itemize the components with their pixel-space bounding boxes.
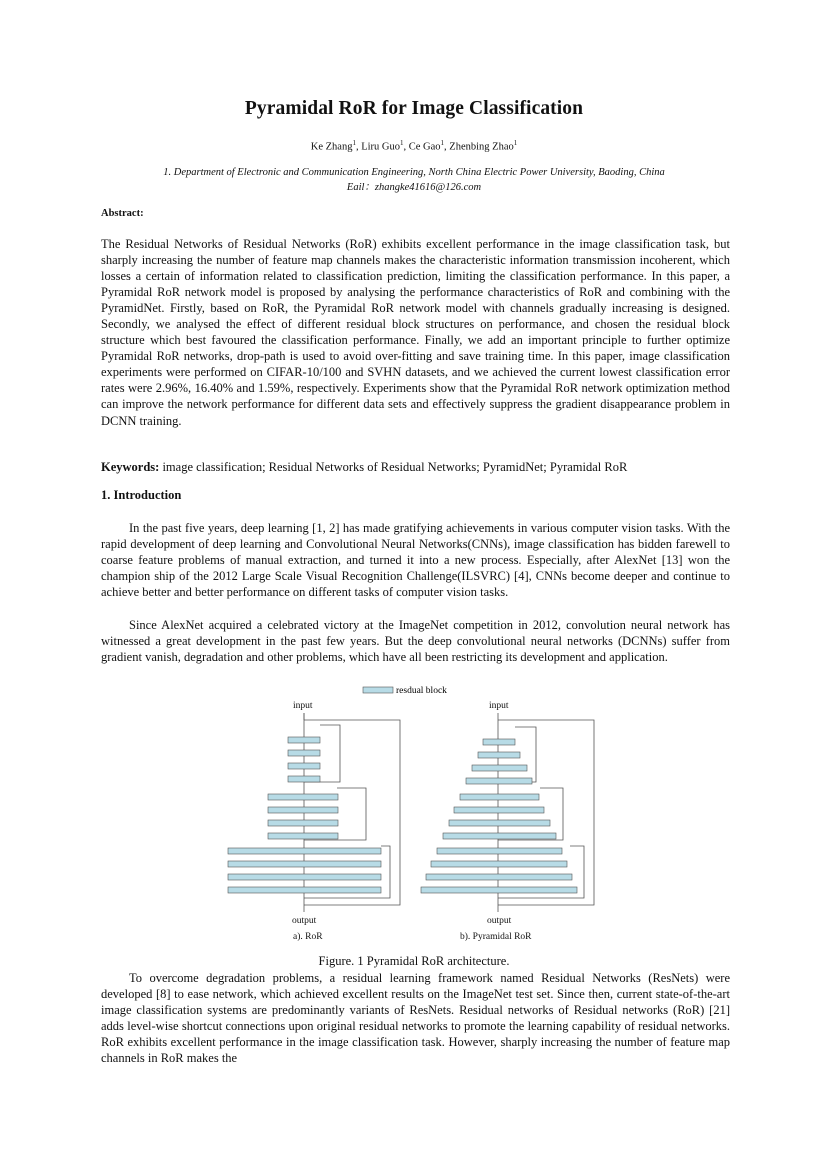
residual-block xyxy=(449,820,550,826)
pyramidal-input-label: input xyxy=(489,701,509,711)
pyramidal-output-label: output xyxy=(487,916,512,926)
pyramidal-ror-diagram xyxy=(489,701,594,912)
pyramidal-caption: b). Pyramidal RoR xyxy=(460,932,532,942)
residual-block xyxy=(288,750,320,756)
residual-block xyxy=(268,807,338,813)
residual-block xyxy=(228,861,381,867)
keywords xyxy=(101,459,730,475)
residual-block xyxy=(268,833,338,839)
keywords-text: image classification; Residual Networks of Residual Networks; PyramidNet; Pyramidal RoR xyxy=(159,460,628,474)
keywords-label: Keywords: xyxy=(101,460,160,474)
author-list: Ke Zhang$^1$, Liru Guo$^1$, Ce Gao$^1$, Zhenbing Zhao$^1$ xyxy=(310,139,518,153)
residual-block xyxy=(483,739,515,745)
section-heading-introduction: 1. Introduction xyxy=(101,488,182,502)
residual-block xyxy=(228,848,381,854)
author-name: Ke Zhang xyxy=(310,141,353,153)
ror-input-label: input xyxy=(293,701,313,711)
residual-block xyxy=(288,763,320,769)
legend-swatch xyxy=(363,687,393,693)
residual-block xyxy=(426,874,572,880)
residual-block xyxy=(288,776,320,782)
author-affiliation-mark: 1 xyxy=(513,139,518,147)
email: Eail：zhangke41616@126.com xyxy=(346,181,482,193)
residual-block xyxy=(228,887,381,893)
residual-block xyxy=(437,848,562,854)
abstract-heading: Abstract: xyxy=(101,208,144,219)
residual-block xyxy=(443,833,556,839)
author-affiliation-mark: 1 xyxy=(400,139,404,147)
ror-caption: a). RoR xyxy=(293,932,323,942)
ror-blocks xyxy=(228,737,381,893)
residual-block xyxy=(288,737,320,743)
residual-block xyxy=(421,887,577,893)
residual-block xyxy=(228,874,381,880)
figure-architecture xyxy=(0,680,828,945)
residual-block xyxy=(454,807,544,813)
intro-paragraph-1: In the past five years, deep learning [1, 2] has made gratifying achievements in various computer vision tasks. With the rapid development of deep learning and Convolutional Neural Networks(CNNs), image classification has bidden farewell to coarse feature problems of manual extraction, and turned it into a new process. Especially, after AlexNet [13] won the champion ship of the 2012 Large Scale Visual Recognition Challenge(ILSVRC) [4], CNNs become deeper and continue to achieve better and better performance on different tasks of computer vision tasks. xyxy=(101,521,730,600)
author-name: Zhenbing Zhao xyxy=(449,141,514,153)
legend-label: resdual block xyxy=(396,686,447,696)
abstract-text: The Residual Networks of Residual Networks (RoR) exhibits excellent performance in the image classification task, but sharply increasing the number of feature map channels makes the characteristic information transmission incoherent, which losses a certain of information related to classification prediction, limiting the classification performance. In this paper, a Pyramidal RoR network model is proposed by analysing the performance characteristics of RoR and combining with the PyramidNet. Firstly, based on RoR, the Pyramidal RoR network model with channels gradually increasing is designed. Secondly, we analysed the effect of different residual block structures on performance, and chosen the residual block structure which best favoured the classification performance. Finally, we add an important principle to further optimize Pyramidal RoR networks, drop-path is used to avoid over-fitting and save training time. In this paper, image classification experiments were performed on CIFAR-10/100 and SVHN datasets, and we achieved the current lowest classification error rates were 2.96%, 16.40% and 1.59%, respectively. Experiments show that the Pyramidal RoR network optimization method can improve the network performance for different data sets and effectively suppress the gradient disappearance problem in DCNN training. xyxy=(101,237,730,428)
residual-block xyxy=(472,765,527,771)
affiliation-block xyxy=(0,166,828,195)
affiliation: 1. Department of Electronic and Communication Engineering, North China Electric Power University, Baoding, China xyxy=(163,167,665,178)
residual-block xyxy=(268,820,338,826)
ror-diagram xyxy=(293,701,400,912)
figure-caption: Figure. 1 Pyramidal RoR architecture. xyxy=(318,954,510,968)
intro-paragraph-2: Since AlexNet acquired a celebrated victory at the ImageNet competition in 2012, convolution neural network has witnessed a great development in the past few years. But the deep convolutional neural networks (DCNNs) suffer from gradient vanish, degradation and other problems, which have all been restricting its development and application. xyxy=(101,618,730,665)
ror-output-label: output xyxy=(292,916,317,926)
residual-block xyxy=(460,794,539,800)
paper-title: Pyramidal RoR for Image Classification xyxy=(244,98,584,119)
author-name: Liru Guo xyxy=(361,141,400,153)
intro-paragraph-3: To overcome degradation problems, a residual learning framework named Residual Networks (ResNets) were developed [8] to ease network, which achieved excellent results on the ImageNet test set. Since then, current state-of-the-art image classification systems are predominantly variants of ResNets. Residual networks of Residual networks (RoR) [21] adds level-wise shortcut connections upon original residual networks to promote the learning capability of residual networks. RoR exhibits excellent performance in the image classification task. However, sharply increasing the number of feature map channels in RoR makes the xyxy=(101,971,730,1066)
author-name: Ce Gao xyxy=(408,141,441,153)
author-affiliation-mark: 1 xyxy=(352,139,356,147)
residual-block xyxy=(478,752,520,758)
residual-block xyxy=(466,778,532,784)
residual-block xyxy=(431,861,567,867)
author-affiliation-mark: 1 xyxy=(440,139,445,147)
residual-block xyxy=(268,794,338,800)
pyramidal-blocks xyxy=(421,739,577,893)
